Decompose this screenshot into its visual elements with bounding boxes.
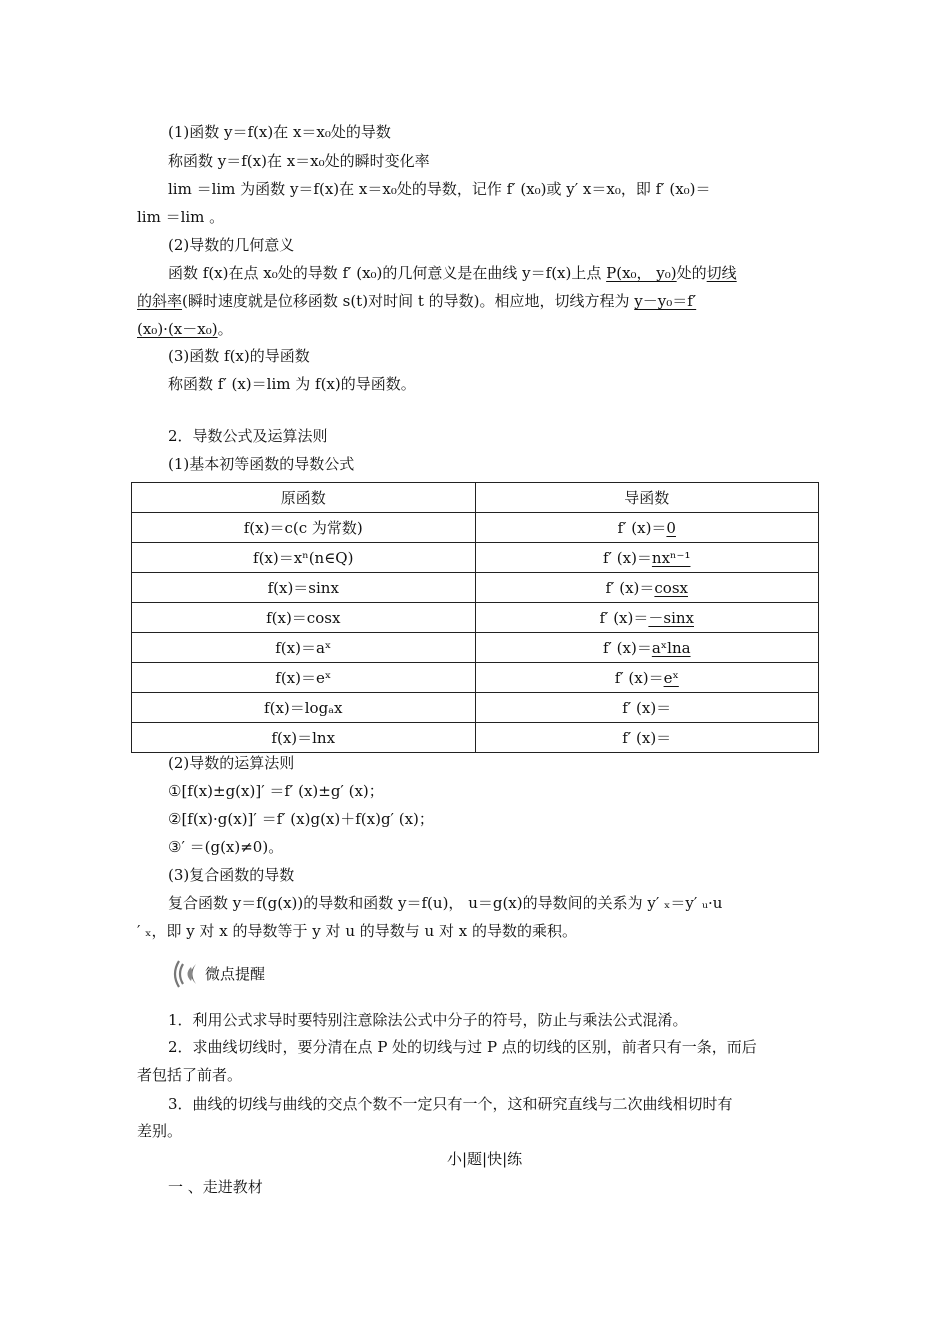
practice-title: 小|题|快|练 bbox=[447, 1150, 523, 1168]
original-function-cell: f(x)＝logₐx bbox=[132, 693, 476, 723]
composite-line-a: 复合函数 y＝f(g(x))的导数和函数 y＝f(u)， u＝g(x)的导数间的关系为 y′ ₓ＝y′ ᵤ·u bbox=[168, 894, 723, 912]
original-function-cell: f(x)＝xⁿ(n∈Q) bbox=[132, 543, 476, 573]
original-function-cell: f(x)＝sinx bbox=[132, 573, 476, 603]
table-header-derivative: 导函数 bbox=[475, 483, 819, 513]
derivative-prefix: f′ (x)＝ bbox=[617, 518, 667, 537]
rule-product: ②[f(x)·g(x)]′ ＝f′ (x)g(x)＋f(x)g′ (x)； bbox=[168, 810, 434, 828]
derivative-cell bbox=[475, 693, 819, 723]
table-row bbox=[132, 633, 819, 663]
tip-2a: 2．求曲线切线时，要分清在点 P 处的切线与过 P 点的切线的区别，前者只有一条，而后 bbox=[168, 1038, 757, 1056]
table-row bbox=[132, 663, 819, 693]
tangent-blank: 切线 bbox=[706, 264, 737, 282]
practice-section-1: 一 、走进教材 bbox=[168, 1178, 263, 1196]
derivative-answer: －sinx bbox=[648, 608, 694, 627]
original-function-cell: f(x)＝aˣ bbox=[132, 633, 476, 663]
table-row bbox=[132, 693, 819, 723]
tip-3b: 差别。 bbox=[137, 1122, 183, 1140]
p3-label: (3)函数 f(x)的导函数 bbox=[168, 347, 310, 365]
table-row bbox=[132, 723, 819, 753]
table-row bbox=[132, 573, 819, 603]
table-header-original: 原函数 bbox=[132, 483, 476, 513]
rule-sum: ①[f(x)±g(x)]′ ＝f′ (x)±g′ (x)； bbox=[168, 782, 384, 800]
p1-label: (1)函数 y＝f(x)在 x＝x₀处的导数 bbox=[168, 123, 391, 141]
tip-1: 1．利用公式求导时要特别注意除法公式中分子的符号，防止与乘法公式混淆。 bbox=[168, 1011, 688, 1029]
table-row bbox=[132, 513, 819, 543]
rule-quotient: ③′ ＝(g(x)≠0)。 bbox=[168, 838, 284, 856]
p2-text: 处的 bbox=[676, 264, 707, 282]
tip-2b: 者包括了前者。 bbox=[137, 1066, 243, 1084]
original-function-cell: f(x)＝eˣ bbox=[132, 663, 476, 693]
table-header-row bbox=[132, 483, 819, 513]
derivative-formula-table bbox=[131, 482, 819, 753]
tangent-eq-blank: y－y₀＝f′ bbox=[634, 292, 697, 310]
tip-3a: 3．曲线的切线与曲线的交点个数不一定只有一个，这和研究直线与二次曲线相切时有 bbox=[168, 1095, 733, 1113]
derivative-cell bbox=[475, 573, 819, 603]
p2-label: (2)导数的几何意义 bbox=[168, 236, 295, 254]
formula-subheading: (1)基本初等函数的导数公式 bbox=[168, 455, 355, 473]
table-row bbox=[132, 603, 819, 633]
derivative-cell bbox=[475, 633, 819, 663]
derivative-cell bbox=[475, 603, 819, 633]
p2-line-a bbox=[168, 263, 737, 283]
original-function-cell: f(x)＝c(c 为常数) bbox=[132, 513, 476, 543]
derivative-answer: aˣlna bbox=[651, 638, 691, 657]
original-function-cell: f(x)＝cosx bbox=[132, 603, 476, 633]
derivative-cell bbox=[475, 663, 819, 693]
sound-wave-icon bbox=[170, 958, 202, 990]
rules-subheading: (2)导数的运算法则 bbox=[168, 754, 295, 772]
p2-text: (瞬时速度就是位移函数 s(t)对时间 t 的导数)。相应地，切线方程为 bbox=[182, 292, 635, 310]
p1-definition: 称函数 y＝f(x)在 x＝x₀处的瞬时变化率 bbox=[168, 152, 430, 170]
p2-text: 。 bbox=[217, 320, 233, 338]
section2-heading: 2．导数公式及运算法则 bbox=[168, 427, 328, 445]
derivative-prefix: f′ (x)＝ bbox=[622, 728, 672, 747]
p2-text: 函数 f(x)在点 x₀处的导数 f′ (x₀)的几何意义是在曲线 y＝f(x)上点 bbox=[168, 264, 607, 282]
tips-label: 微点提醒 bbox=[205, 965, 266, 983]
table-row bbox=[132, 543, 819, 573]
derivative-cell bbox=[475, 543, 819, 573]
derivative-cell bbox=[475, 513, 819, 543]
derivative-prefix: f′ (x)＝ bbox=[602, 638, 652, 657]
derivative-prefix: f′ (x)＝ bbox=[605, 578, 655, 597]
p2-line-c bbox=[137, 319, 233, 339]
composite-line-b: ′ ₓ，即 y 对 x 的导数等于 y 对 u 的导数与 u 对 x 的导数的乘积。 bbox=[137, 922, 577, 940]
derivative-answer: eˣ bbox=[663, 668, 679, 687]
derivative-answer: cosx bbox=[654, 578, 688, 597]
original-function-cell: f(x)＝lnx bbox=[132, 723, 476, 753]
p1-limit-line-a: lim ＝lim 为函数 y＝f(x)在 x＝x₀处的导数，记作 f′ (x₀)或 y′ x＝x₀，即 f′ (x₀)＝ bbox=[168, 180, 711, 198]
derivative-cell bbox=[475, 723, 819, 753]
derivative-answer: nxⁿ⁻¹ bbox=[651, 548, 691, 567]
p3-definition: 称函数 f′ (x)＝lim 为 f(x)的导函数。 bbox=[168, 375, 416, 393]
composite-subheading: (3)复合函数的导数 bbox=[168, 866, 295, 884]
point-blank: P(x₀， y₀) bbox=[606, 264, 677, 282]
slope-blank: 的斜率 bbox=[137, 292, 183, 310]
p1-limit-line-b: lim ＝lim 。 bbox=[137, 208, 225, 226]
derivative-prefix: f′ (x)＝ bbox=[614, 668, 664, 687]
derivative-prefix: f′ (x)＝ bbox=[599, 608, 649, 627]
derivative-prefix: f′ (x)＝ bbox=[622, 698, 672, 717]
p2-line-b bbox=[137, 291, 696, 311]
derivative-answer: 0 bbox=[666, 518, 676, 537]
derivative-prefix: f′ (x)＝ bbox=[603, 548, 652, 567]
tangent-eq-blank-2: (x₀)·(x－x₀) bbox=[137, 320, 218, 338]
